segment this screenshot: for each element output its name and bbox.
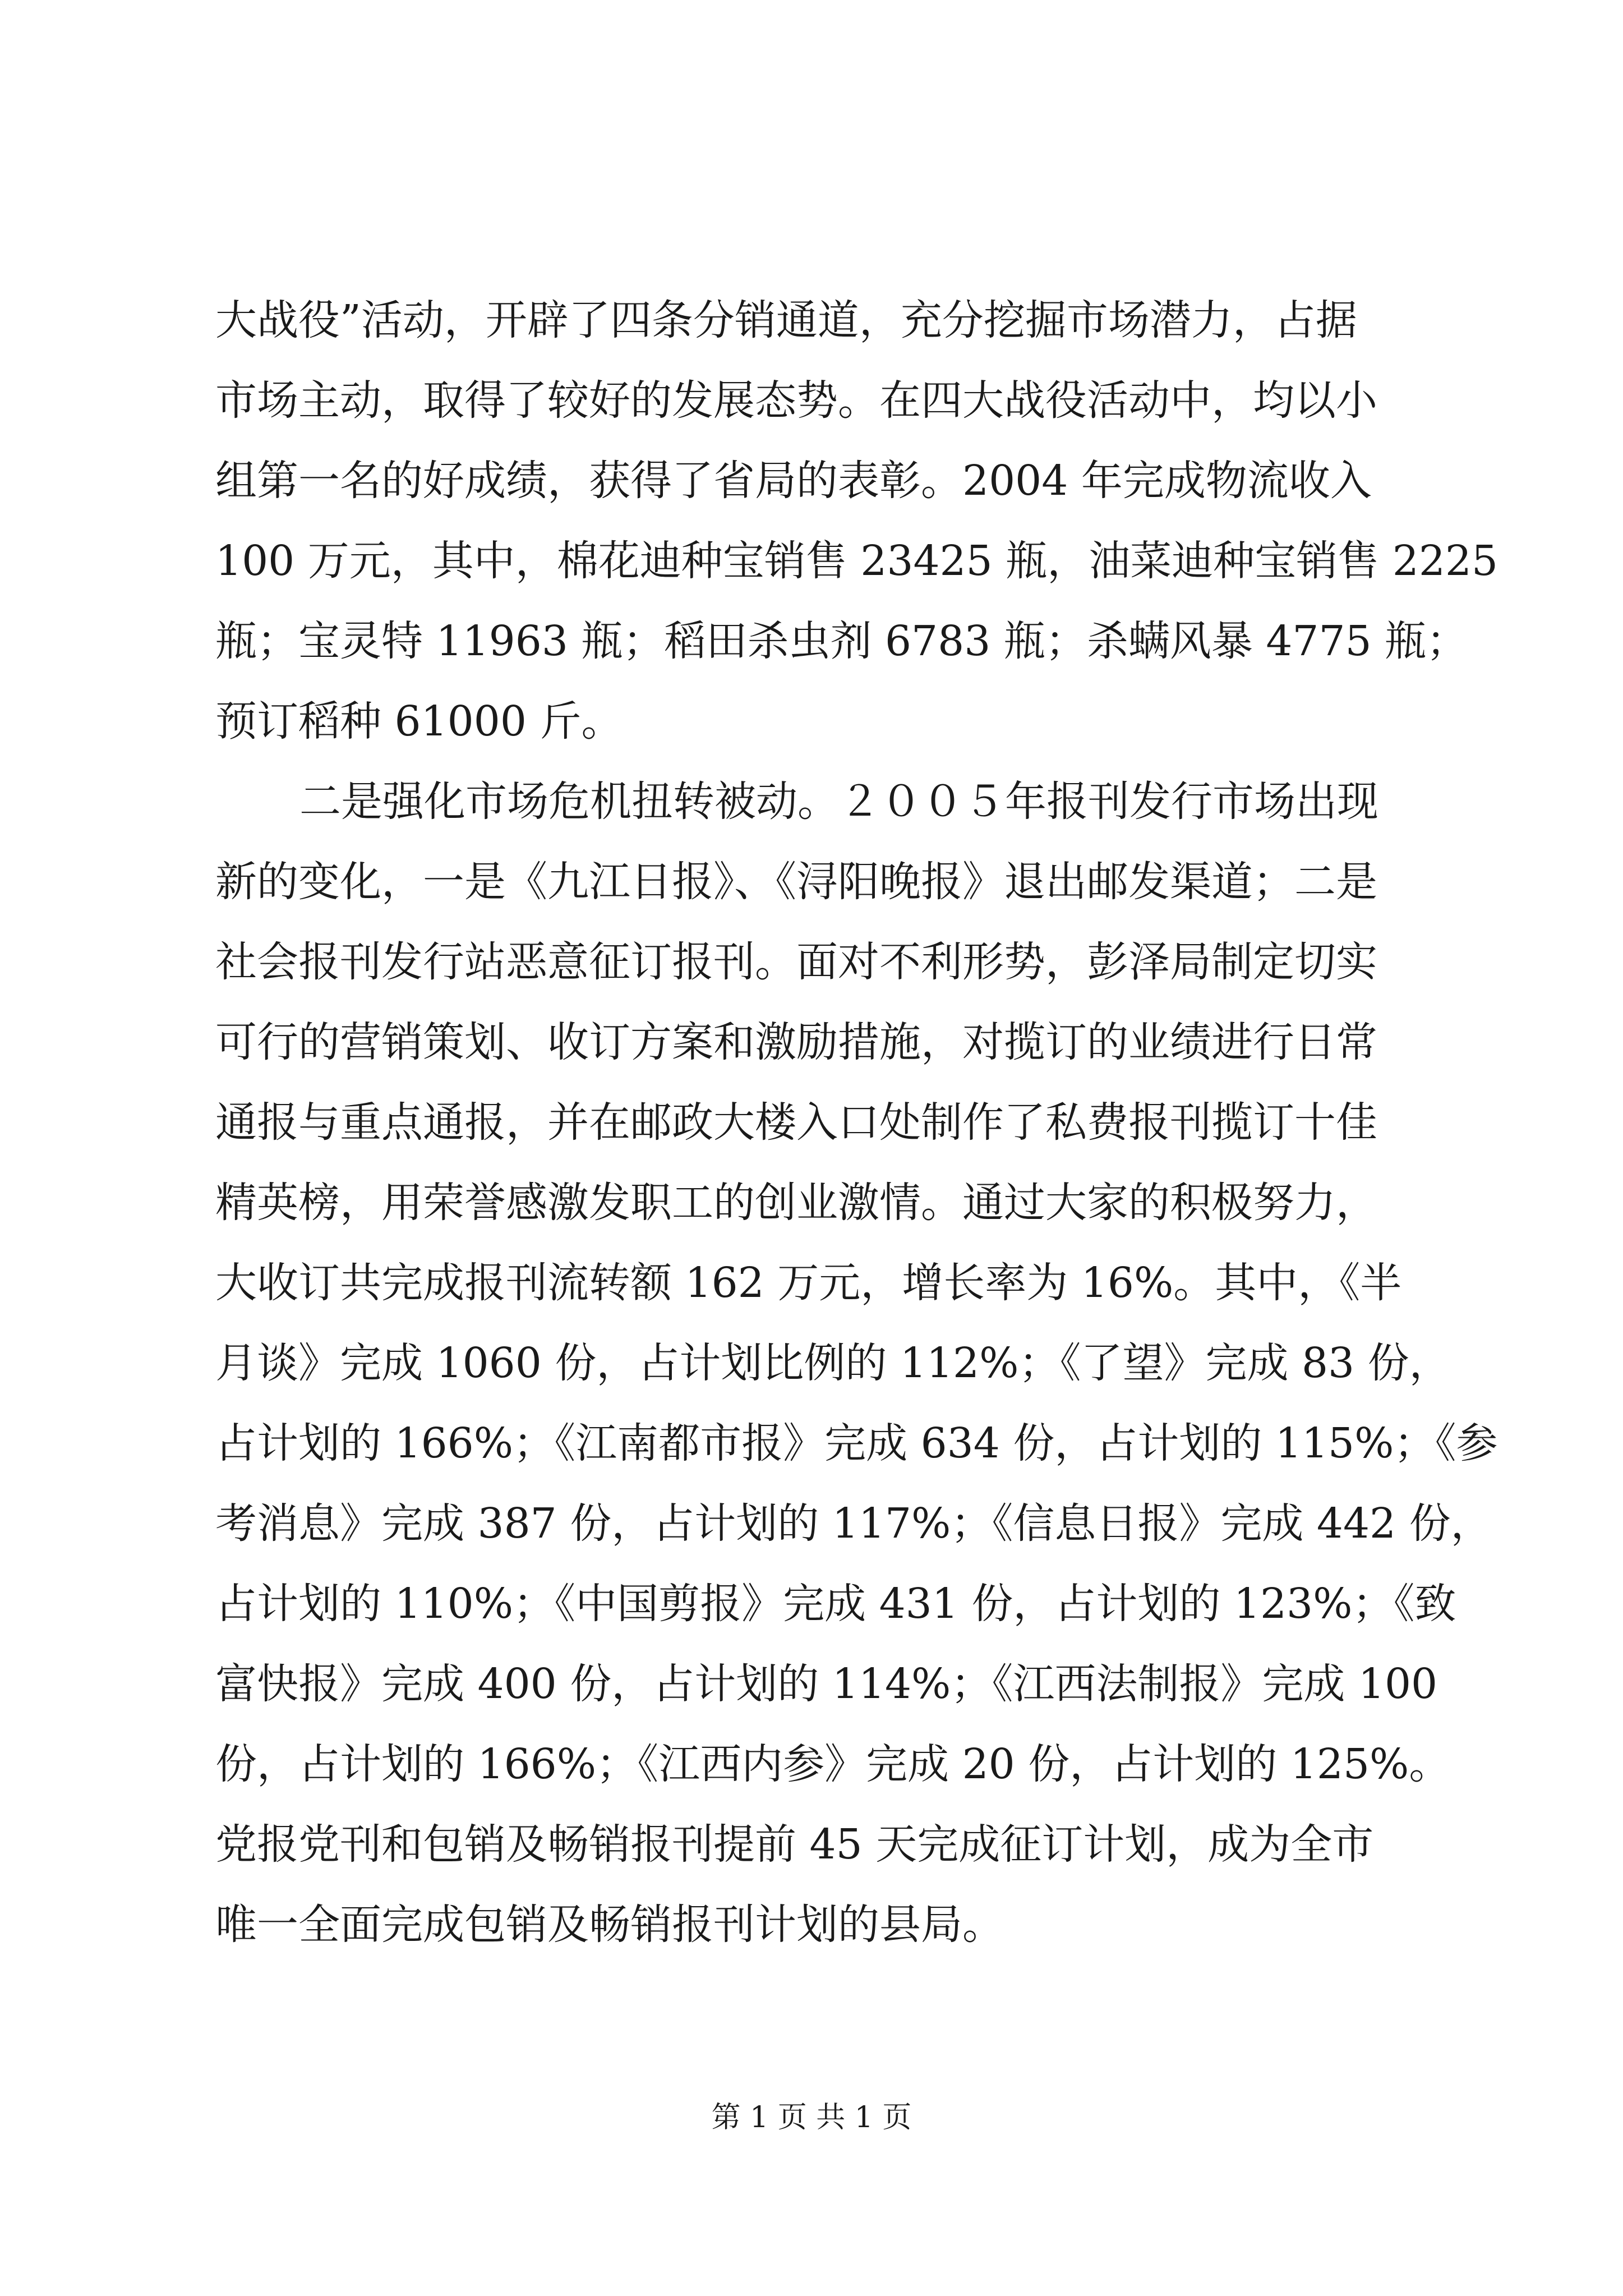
document-body	[215, 280, 1498, 1965]
text-line: 富快报》完成 400 份，占计划的 114%；《江西法制报》完成 100	[215, 1660, 1438, 1708]
page-number-label: 第 1 页 共 1 页	[711, 2101, 912, 2134]
text-line: 100 万元，其中，棉花迪种宝销售 23425 瓶，油菜迪种宝销售 2225	[215, 537, 1498, 585]
text-line: 通报与重点通报，并在邮政大楼入口处制作了私费报刊揽订十佳	[215, 1098, 1377, 1147]
text-line: 二是强化市场危机扭转被动。２００５年报刊发行市场出现	[299, 777, 1378, 826]
page-footer	[0, 2098, 1623, 2137]
text-line: 月谈》完成 1060 份，占计划比例的 112%；《了望》完成 83 份，	[215, 1339, 1451, 1387]
text-line: 可行的营销策划、收订方案和激励措施，对揽订的业绩进行日常	[215, 1018, 1377, 1066]
text-line: 占计划的 166%；《江南都市报》完成 634 份，占计划的 115%；《参	[215, 1419, 1498, 1467]
text-line: 社会报刊发行站恶意征订报刊。面对不利形势，彭泽局制定切实	[215, 938, 1377, 986]
text-line: 预订稻种 61000 斤。	[215, 697, 623, 746]
text-line: 新的变化，一是《九江日报》、《浔阳晚报》退出邮发渠道；二是	[215, 858, 1377, 906]
text-line: 组第一名的好成绩，获得了省局的表彰。2004 年完成物流收入	[215, 457, 1372, 505]
paragraph-1	[215, 280, 1498, 762]
text-line: 党报党刊和包销及畅销报刊提前 45 天完成征订计划，成为全市	[215, 1820, 1374, 1869]
text-line: 唯一全面完成包销及畅销报刊计划的县局。	[215, 1901, 1004, 1949]
text-line: 市场主动，取得了较好的发展态势。在四大战役活动中，均以小	[215, 376, 1377, 425]
text-line: 大战役”活动，开辟了四条分销通道，充分挖掘市场潜力，占据	[215, 296, 1357, 344]
text-line: 占计划的 110%；《中国剪报》完成 431 份，占计划的 123%；《致	[215, 1580, 1456, 1628]
text-line: 份，占计划的 166%；《江西内参》完成 20 份，占计划的 125%。	[215, 1740, 1451, 1788]
paragraph-2	[215, 762, 1498, 1965]
text-line: 考消息》完成 387 份，占计划的 117%；《信息日报》完成 442 份，	[215, 1499, 1492, 1548]
text-line: 大收订共完成报刊流转额 162 万元，增长率为 16%。其中，《半	[215, 1259, 1402, 1307]
text-line: 瓶；宝灵特 11963 瓶；稻田杀虫剂 6783 瓶；杀螨风暴 4775 瓶；	[215, 617, 1468, 665]
text-line: 精英榜，用荣誉感激发职工的创业激情。通过大家的积极努力，	[215, 1179, 1377, 1227]
